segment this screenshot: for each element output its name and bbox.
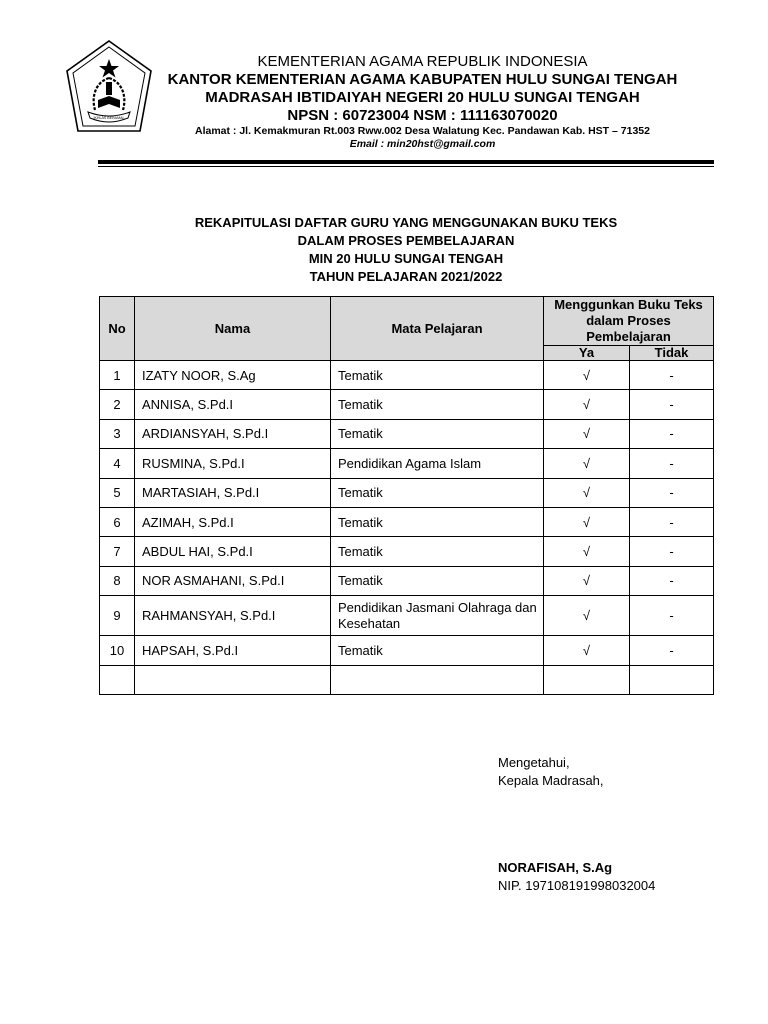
cell-ya: √	[544, 596, 630, 636]
cell-ya	[544, 665, 630, 694]
cell-ya: √	[544, 537, 630, 566]
cell-mapel: Tematik	[331, 478, 544, 507]
cell-tidak: -	[630, 361, 714, 390]
cell-no: 7	[100, 537, 135, 566]
doc-title-line2: DALAM PROSES PEMBELAJARAN	[297, 233, 515, 248]
cell-nama: ABDUL HAI, S.Pd.I	[135, 537, 331, 566]
cell-ya: √	[544, 566, 630, 595]
col-header-ya: Ya	[544, 346, 630, 361]
table-row	[100, 665, 714, 694]
cell-mapel: Tematik	[331, 390, 544, 419]
cell-nama: ARDIANSYAH, S.Pd.I	[135, 419, 331, 448]
table-row	[100, 537, 714, 566]
header-rule-thick	[98, 160, 714, 164]
cell-tidak: -	[630, 390, 714, 419]
cell-tidak: -	[630, 507, 714, 536]
header-npsn: NPSN : 60723004 NSM : 111163070020	[287, 107, 558, 124]
doc-title-line4: TAHUN PELAJARAN 2021/2022	[309, 269, 503, 284]
cell-nama: IZATY NOOR, S.Ag	[135, 361, 331, 390]
cell-ya: √	[544, 478, 630, 507]
header-ministry: KEMENTERIAN AGAMA REPUBLIK INDONESIA	[257, 53, 588, 70]
table-row	[100, 449, 714, 478]
logo-motto: IKHLAS BERAMAL	[93, 116, 125, 120]
col-header-no: No	[100, 297, 135, 361]
cell-no	[100, 665, 135, 694]
cell-no: 2	[100, 390, 135, 419]
cell-no: 9	[100, 596, 135, 636]
header-rule-thin	[98, 166, 714, 167]
cell-tidak	[630, 665, 714, 694]
doc-title-line1: REKAPITULASI DAFTAR GURU YANG MENGGUNAKAN BUKU TEKS	[194, 215, 618, 230]
table-row	[100, 361, 714, 390]
cell-tidak: -	[630, 449, 714, 478]
signature-name: NORAFISAH, S.Ag	[498, 860, 613, 875]
kemenag-emblem-icon	[64, 38, 154, 138]
cell-tidak: -	[630, 596, 714, 636]
cell-nama: ANNISA, S.Pd.I	[135, 390, 331, 419]
cell-mapel: Tematik	[331, 507, 544, 536]
cell-mapel: Tematik	[331, 566, 544, 595]
header-school: MADRASAH IBTIDAIYAH NEGERI 20 HULU SUNGAI TENGAH	[205, 89, 640, 106]
cell-ya: √	[544, 449, 630, 478]
cell-nama: RUSMINA, S.Pd.I	[135, 449, 331, 478]
cell-nama: AZIMAH, S.Pd.I	[135, 507, 331, 536]
cell-ya: √	[544, 361, 630, 390]
cell-nama: RAHMANSYAH, S.Pd.I	[135, 596, 331, 636]
table-row	[100, 419, 714, 448]
header-email: Email : min20hst@gmail.com	[349, 138, 496, 150]
doc-title-line3: MIN 20 HULU SUNGAI TENGAH	[308, 251, 504, 266]
cell-tidak: -	[630, 419, 714, 448]
table-row	[100, 636, 714, 665]
cell-tidak: -	[630, 537, 714, 566]
col-header-group: Menggunkan Buku Teks dalam Proses Pembelajaran	[544, 297, 714, 346]
table-row	[100, 596, 714, 636]
cell-ya: √	[544, 390, 630, 419]
table-row	[100, 478, 714, 507]
cell-no: 8	[100, 566, 135, 595]
header-address: Alamat : Jl. Kemakmuran Rt.003 Rww.002 Desa Walatung Kec. Pandawan Kab. HST – 71352	[195, 125, 650, 137]
cell-mapel: Tematik	[331, 537, 544, 566]
cell-mapel	[331, 665, 544, 694]
cell-nama	[135, 665, 331, 694]
cell-no: 10	[100, 636, 135, 665]
cell-nama: NOR ASMAHANI, S.Pd.I	[135, 566, 331, 595]
cell-nama: MARTASIAH, S.Pd.I	[135, 478, 331, 507]
cell-tidak: -	[630, 478, 714, 507]
cell-no: 5	[100, 478, 135, 507]
table-row	[100, 566, 714, 595]
signature-role: Kepala Madrasah,	[498, 773, 604, 788]
cell-mapel: Pendidikan Agama Islam	[331, 449, 544, 478]
cell-mapel: Pendidikan Jasmani Olahraga dan Kesehatan	[331, 596, 544, 636]
signature-acknowledged: Mengetahui,	[498, 755, 570, 770]
cell-tidak: -	[630, 566, 714, 595]
header-office: KANTOR KEMENTERIAN AGAMA KABUPATEN HULU SUNGAI TENGAH	[167, 71, 678, 88]
col-header-tidak: Tidak	[630, 346, 714, 361]
cell-tidak: -	[630, 636, 714, 665]
cell-mapel: Tematik	[331, 361, 544, 390]
cell-ya: √	[544, 507, 630, 536]
table-row	[100, 507, 714, 536]
teacher-table	[99, 296, 714, 695]
cell-ya: √	[544, 636, 630, 665]
cell-mapel: Tematik	[331, 419, 544, 448]
col-header-nama: Nama	[135, 297, 331, 361]
cell-ya: √	[544, 419, 630, 448]
signature-nip: NIP. 197108191998032004	[498, 878, 656, 893]
cell-no: 1	[100, 361, 135, 390]
cell-nama: HAPSAH, S.Pd.I	[135, 636, 331, 665]
cell-no: 3	[100, 419, 135, 448]
cell-no: 6	[100, 507, 135, 536]
col-header-mapel: Mata Pelajaran	[331, 297, 544, 361]
cell-no: 4	[100, 449, 135, 478]
cell-mapel: Tematik	[331, 636, 544, 665]
table-row	[100, 390, 714, 419]
